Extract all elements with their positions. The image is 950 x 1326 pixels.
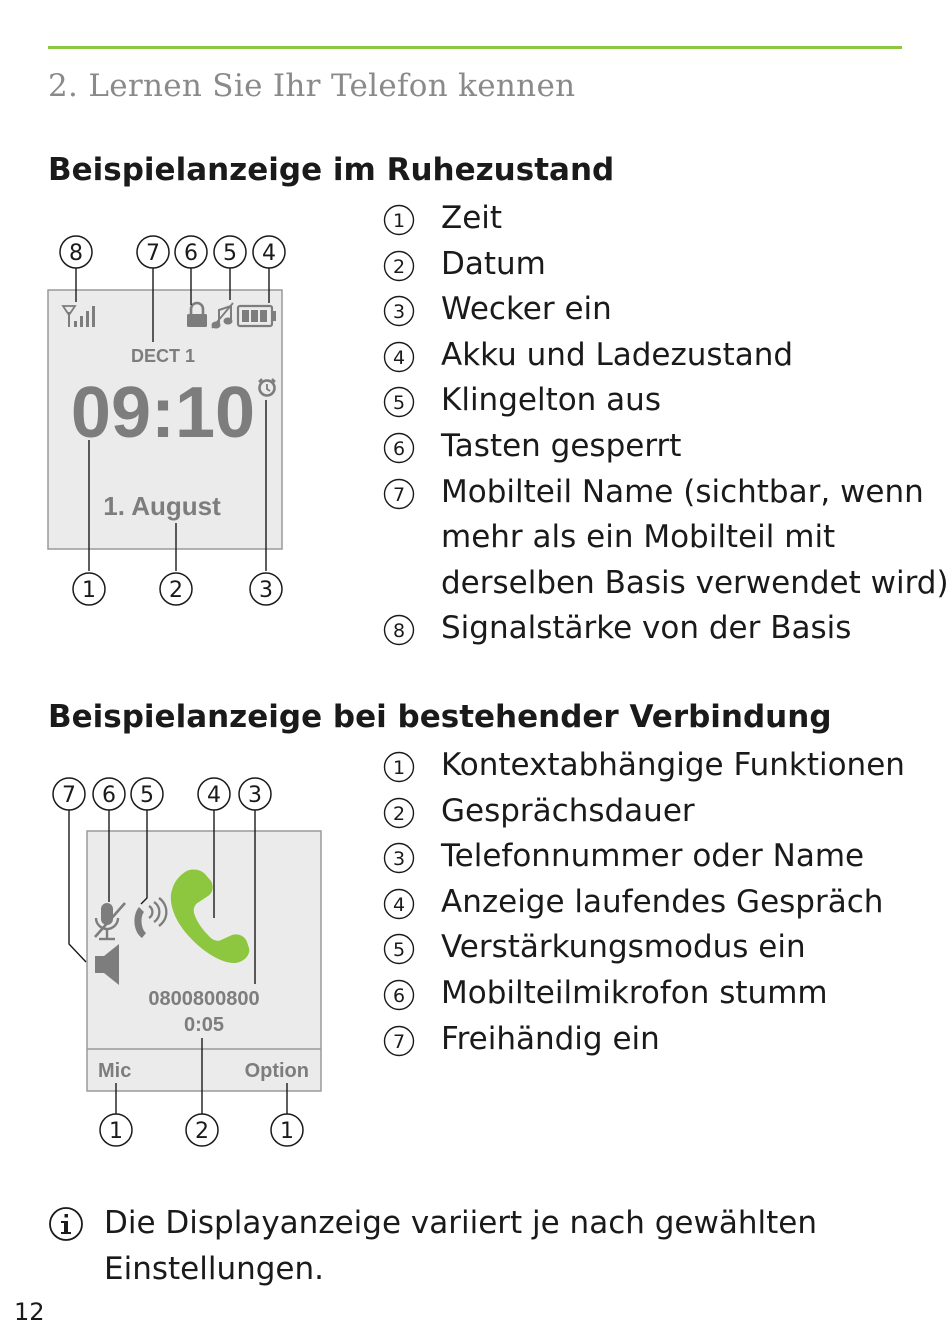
- legend-item: 6 Mobilteilmikrofon stumm: [383, 971, 905, 1017]
- svg-text:2: 2: [392, 255, 406, 278]
- legend-item: 3 Telefonnummer oder Name: [383, 834, 905, 880]
- svg-text:8: 8: [69, 241, 83, 266]
- svg-text:3: 3: [392, 848, 406, 871]
- number-circle-icon: [383, 797, 415, 829]
- call-callout-1-right: [271, 1114, 303, 1146]
- svg-text:6: 6: [184, 241, 198, 266]
- svg-text:5: 5: [140, 783, 154, 808]
- legend-item: 1 Zeit: [383, 196, 949, 242]
- legend-item: 2 Datum: [383, 242, 949, 288]
- legend-item: 5 Verstärkungsmodus ein: [383, 925, 905, 971]
- svg-text:7: 7: [392, 483, 406, 506]
- svg-text:1: 1: [109, 1119, 123, 1144]
- svg-text:1: 1: [280, 1119, 294, 1144]
- svg-text:4: 4: [392, 893, 406, 916]
- page-number: 12: [14, 1298, 45, 1326]
- legend-item: 1 Kontextabhängige Funktionen: [383, 743, 905, 789]
- call-callout-3: [239, 778, 271, 810]
- svg-text:1: 1: [392, 210, 406, 232]
- date-text: 1. August: [103, 491, 221, 521]
- legend-item: 3 Wecker ein: [383, 287, 949, 333]
- svg-text:6: 6: [102, 783, 116, 808]
- svg-text:3: 3: [248, 783, 262, 808]
- svg-text:3: 3: [259, 578, 273, 603]
- legend-item: 4 Anzeige laufendes Gespräch: [383, 880, 905, 926]
- call-callout-1-left: [100, 1114, 132, 1146]
- legend-item: 6 Tasten gesperrt: [383, 424, 949, 470]
- svg-text:2: 2: [169, 578, 183, 603]
- legend-item: 7 Freihändig ein: [383, 1017, 905, 1063]
- number-circle-icon: [383, 1025, 415, 1057]
- chapter-title: 2. Lernen Sie Ihr Telefon kennen: [48, 68, 576, 104]
- svg-text:5: 5: [392, 939, 406, 962]
- call-callout-6: [93, 778, 125, 810]
- svg-text:5: 5: [223, 241, 237, 266]
- svg-text:4: 4: [392, 346, 406, 369]
- svg-text:6: 6: [392, 437, 406, 460]
- svg-text:4: 4: [262, 241, 276, 266]
- call-screen: [87, 831, 321, 1091]
- number-circle-icon: [383, 979, 415, 1011]
- svg-text:1: 1: [82, 578, 96, 603]
- svg-text:7: 7: [62, 783, 76, 808]
- svg-text:1: 1: [392, 757, 406, 779]
- phone-number: 0800800800: [148, 988, 260, 1010]
- svg-text:2: 2: [195, 1119, 209, 1144]
- network-name: DECT 1: [130, 346, 196, 366]
- softkey-left-mic[interactable]: Mic: [98, 1060, 132, 1082]
- call-legend-list: [383, 743, 905, 1062]
- clock-time: 09:10: [70, 373, 256, 453]
- number-circle-icon: [383, 933, 415, 965]
- legend-item: 4 Akku und Ladezustand: [383, 333, 949, 379]
- svg-text:8: 8: [392, 620, 406, 643]
- legend-item: 5 Klingelton aus: [383, 378, 949, 424]
- idle-heading: Beispielanzeige im Ruhezustand: [48, 152, 615, 188]
- svg-text:6: 6: [392, 984, 406, 1007]
- note-text: Die Displayanzeige variiert je nach gewählten Einstellungen.: [104, 1205, 817, 1287]
- number-circle-icon: [383, 888, 415, 920]
- number-circle-icon: [383, 751, 415, 783]
- svg-text:2: 2: [392, 802, 406, 825]
- info-icon: [48, 1206, 84, 1242]
- softkey-right-option[interactable]: Option: [244, 1060, 309, 1082]
- call-duration: 0:05: [183, 1014, 225, 1036]
- svg-text:3: 3: [392, 301, 406, 324]
- svg-text:4: 4: [207, 783, 221, 808]
- call-callout-2: [186, 1114, 218, 1146]
- svg-text:7: 7: [392, 1030, 406, 1053]
- number-circle-icon: [383, 842, 415, 874]
- call-callout-5: [131, 778, 163, 810]
- legend-item: 7 Mobilteil Name (sichtbar, wenn mehr als ein Mobilteil mit derselben Basis verwendet wird): [383, 470, 949, 607]
- legend-item: 8 Signalstärke von der Basis: [383, 606, 949, 652]
- call-callout-7: [53, 778, 85, 810]
- call-heading: Beispielanzeige bei bestehender Verbindung: [48, 699, 832, 735]
- legend-item: 2 Gesprächsdauer: [383, 789, 905, 835]
- svg-text:5: 5: [392, 392, 406, 415]
- call-callout-4: [198, 778, 230, 810]
- svg-text:7: 7: [146, 241, 160, 266]
